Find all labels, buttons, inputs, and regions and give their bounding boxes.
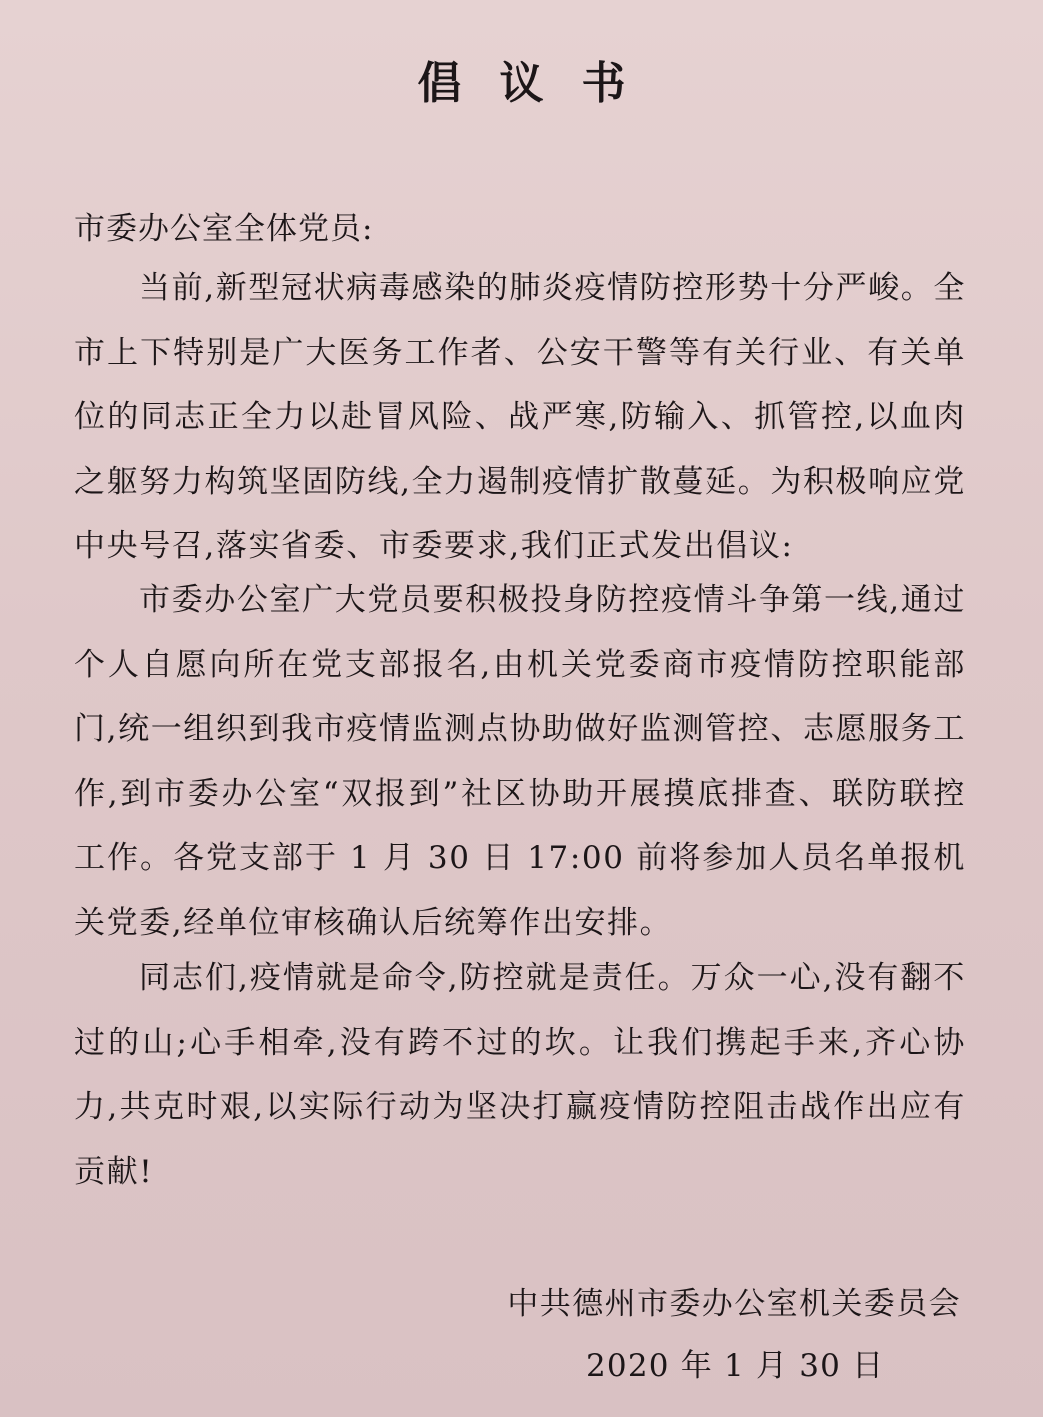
paragraph-closing: 同志们,疫情就是命令,防控就是责任。万众一心,没有翻不过的山;心手相牵,没有跨不过的坎。让我们携起手来,齐心协力,共克时艰,以实际行动为坚决打赢疫情防控阻击战作出应有贡献! (74, 960, 966, 1190)
paragraph-situation: 当前,新型冠状病毒感染的肺炎疫情防控形势十分严峻。全市上下特别是广大医务工作者、公安干警等有关行业、有关单位的同志正全力以赴冒风险、战严寒,防输入、抓管控,以血肉之躯努力构筑坚固防线,全力遏制疫情扩散蔓延。为积极响应党中央号召,落实省委、市委要求,我们正式发出倡议: (74, 270, 966, 564)
paragraph-call-to-action: 市委办公室广大党员要积极投身防控疫情斗争第一线,通过个人自愿向所在党支部报名,由机关党委商市疫情防控职能部门,统一组织到我市疫情监测点协助做好监测管控、志愿服务工作,到市委办公室“双报到”社区协助开展摸底排查、联防联控工作。各党支部于 1 月 30 日 17:00 前将参加人员名单报机关党委,经单位审核确认后统筹作出安排。 (74, 582, 966, 941)
document-title: 倡议书 (417, 58, 664, 109)
signature-organization: 中共德州市委办公室机关委员会 (507, 1286, 961, 1322)
salutation: 市委办公室全体党员: (74, 211, 374, 247)
signature-date: 2020 年 1 月 30 日 (586, 1348, 885, 1384)
